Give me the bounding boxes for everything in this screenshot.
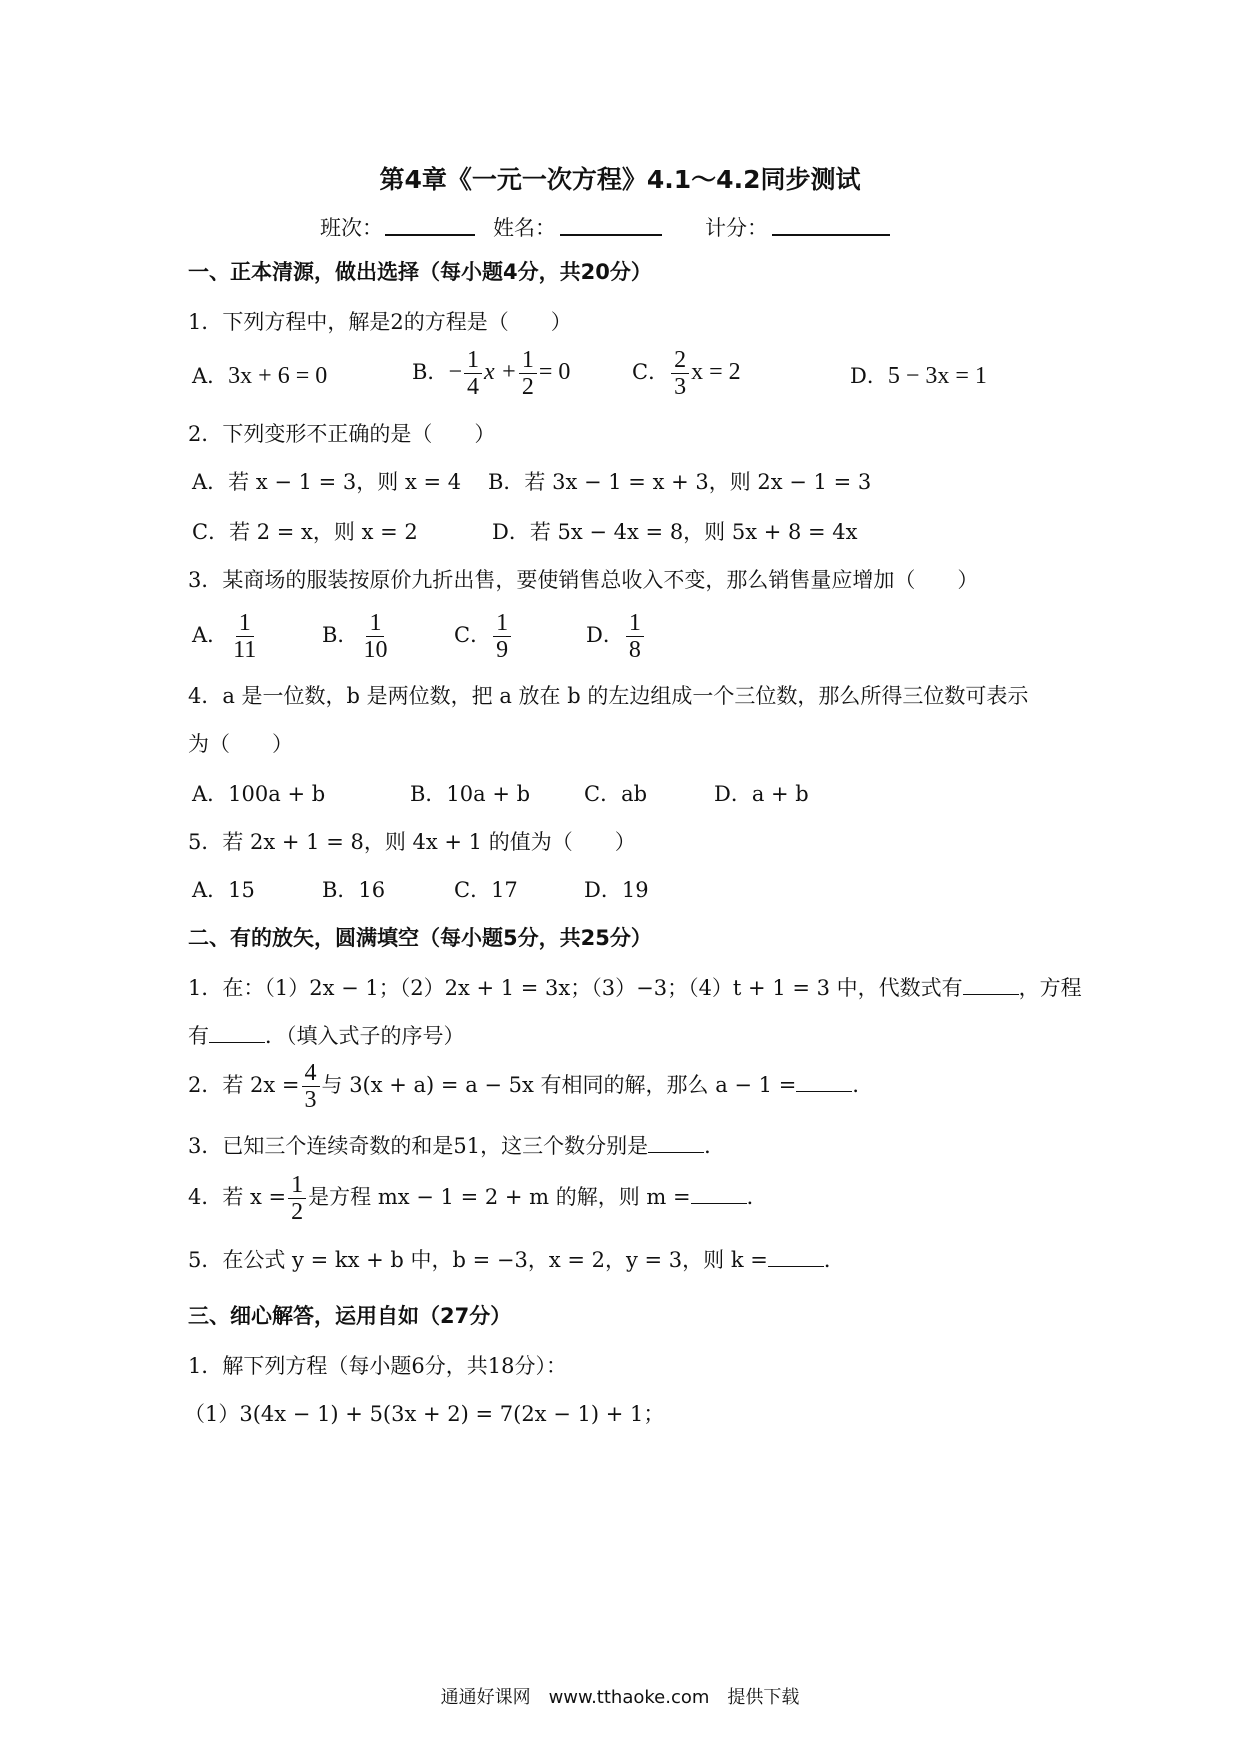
q5-option-a: A．15 — [192, 878, 255, 902]
class-label: 班次： — [320, 216, 383, 240]
fraction: $\frac{1}{4}$ — [464, 347, 482, 400]
q2-stem: 2．下列变形不正确的是（ ） — [188, 422, 496, 446]
fill-q2: 2．若 2x = $\frac{4}{3}$ 与 3(x + a) = a − 5x 有相同的解，那么 a − 1 = ． — [188, 1060, 874, 1113]
section-1-heading: 一、正本清源，做出选择（每小题4分，共20分） — [188, 260, 652, 284]
q4-option-c: C．ab — [584, 782, 648, 806]
fill-q3: 3．已知三个连续奇数的和是51，这三个数分别是 ． — [188, 1134, 726, 1158]
class-blank[interactable] — [385, 234, 475, 236]
q3-option-a: A． $\frac{1}{11}$ — [192, 610, 261, 663]
score-label: 计分： — [705, 216, 768, 240]
name-blank[interactable] — [560, 234, 662, 236]
answer-blank[interactable] — [963, 974, 1019, 995]
q3-stem: 3．某商场的服装按原价九折出售，要使销售总收入不变，那么销售量应增加（ ） — [188, 568, 979, 592]
solve-q1-part1: （1）3(4x − 1) + 5(3x + 2) = 7(2x − 1) + 1； — [184, 1402, 665, 1426]
answer-blank[interactable] — [768, 1246, 824, 1267]
fraction: $\frac{1}{8}$ — [626, 610, 644, 663]
q3-option-d: D． $\frac{1}{8}$ — [586, 610, 646, 663]
q4-option-d: D．a + b — [714, 782, 809, 806]
score-blank[interactable] — [772, 234, 890, 236]
q5-option-c: C．17 — [454, 878, 518, 902]
fill-q5: 5．在公式 y = kx + b 中，b = −3，x = 2，y = 3，则 k = ． — [188, 1248, 845, 1272]
answer-blank[interactable] — [209, 1022, 265, 1043]
section-2-heading: 二、有的放矢，圆满填空（每小题5分，共25分） — [188, 926, 652, 950]
footer-source: 通通好课网 www.tthaoke.com 提供下载 — [440, 1687, 800, 1708]
fraction: $\frac{4}{3}$ — [302, 1060, 320, 1113]
fraction: $\frac{2}{3}$ — [671, 347, 689, 400]
q2-option-c: C．若 2 = x，则 x = 2 — [192, 520, 418, 544]
q1-option-c: C． $\frac{2}{3}$ x = 2 — [632, 347, 741, 400]
solve-q1-stem: 1．解下列方程（每小题6分，共18分）： — [188, 1354, 567, 1378]
answer-blank[interactable] — [648, 1132, 704, 1153]
q1-option-b: B．− $\frac{1}{4}$ x + $\frac{1}{2}$ = 0 — [412, 347, 571, 400]
fill-q4: 4．若 x = $\frac{1}{2}$ 是方程 mx − 1 = 2 + m 的解，则 m = ． — [188, 1172, 768, 1225]
fraction: $\frac{1}{11}$ — [233, 610, 257, 663]
q5-stem: 5．若 2x + 1 = 8，则 4x + 1 的值为（ ） — [188, 830, 636, 854]
q3-option-b: B． $\frac{1}{10}$ — [322, 610, 392, 663]
fraction: $\frac{1}{10}$ — [363, 610, 388, 663]
q5-option-b: B．16 — [322, 878, 386, 902]
section-3-heading: 三、细心解答，运用自如（27分） — [188, 1304, 512, 1328]
answer-blank[interactable] — [691, 1183, 747, 1204]
name-label: 姓名： — [493, 216, 556, 240]
q1-stem: 1．下列方程中，解是2的方程是（ ） — [188, 310, 572, 334]
fraction: $\frac{1}{9}$ — [493, 610, 511, 663]
q5-option-d: D．19 — [584, 878, 649, 902]
q2-option-d: D．若 5x − 4x = 8，则 5x + 8 = 4x — [492, 520, 858, 544]
q3-option-c: C． $\frac{1}{9}$ — [454, 610, 513, 663]
q1-option-d: D．5 − 3x = 1 — [850, 363, 987, 389]
q4-stem-line1: 4．a 是一位数，b 是两位数，把 a 放在 b 的左边组成一个三位数，那么所得三位数可表示 — [188, 684, 1029, 708]
q4-stem-line2: 为（ ） — [188, 732, 293, 756]
q4-option-a: A．100a + b — [192, 782, 326, 806]
fraction: $\frac{1}{2}$ — [288, 1172, 306, 1225]
q1-option-a: A．3x + 6 = 0 — [192, 363, 328, 389]
fill-q1-line1: 1．在：（1）2x − 1；（2）2x + 1 = 3x；（3）−3；（4）t + 1 = 3 中，代数式有 ，方程 — [188, 976, 1082, 1000]
q2-option-b: B．若 3x − 1 = x + 3，则 2x − 1 = 3 — [488, 470, 872, 494]
answer-blank[interactable] — [796, 1071, 852, 1092]
page-title: 第4章《一元一次方程》4.1～4.2同步测试 — [379, 165, 861, 194]
q4-option-b: B．10a + b — [410, 782, 531, 806]
fill-q1-line2: 有 ．（填入式子的序号） — [188, 1024, 465, 1048]
q2-option-a: A．若 x − 1 = 3，则 x = 4 — [192, 470, 462, 494]
fraction: $\frac{1}{2}$ — [519, 347, 537, 400]
